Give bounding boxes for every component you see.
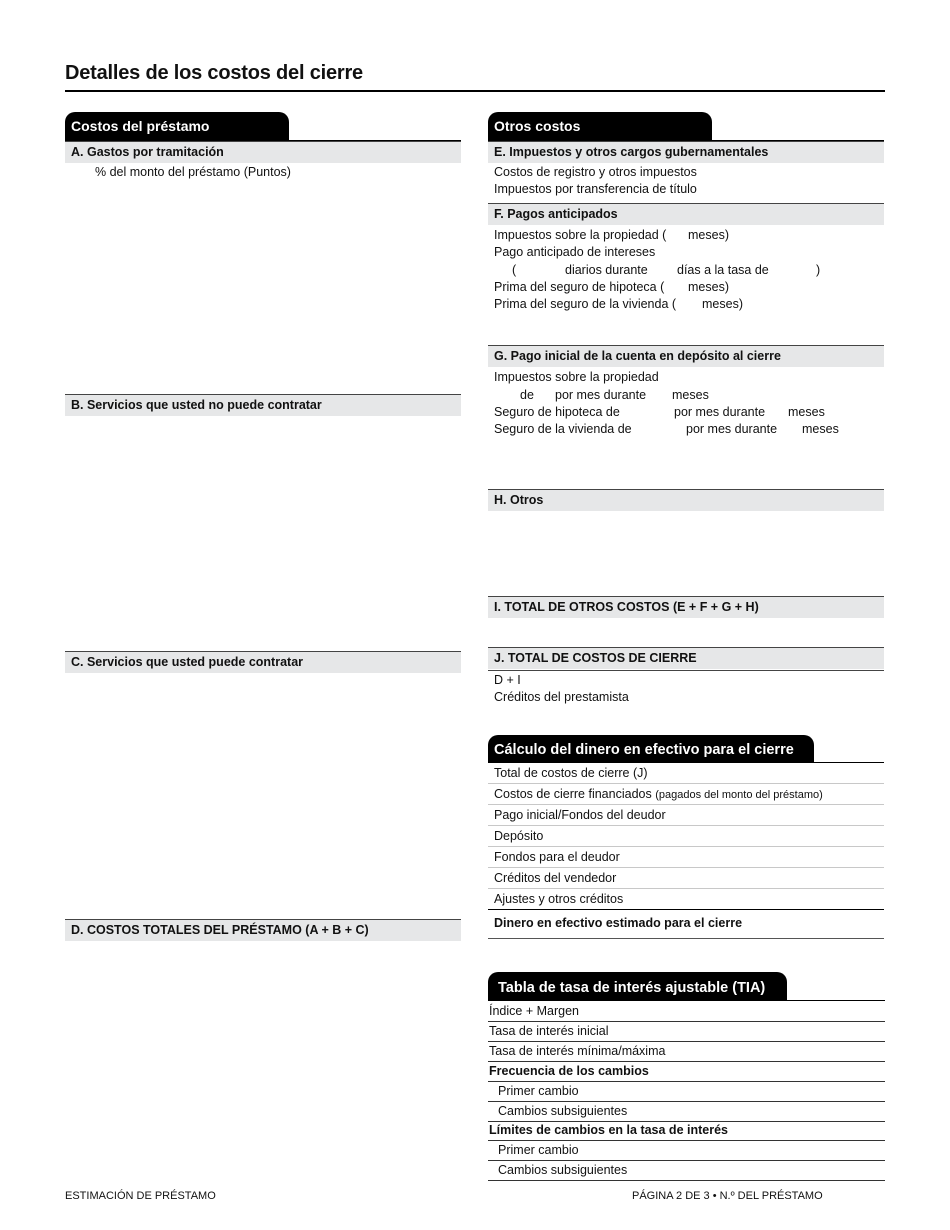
arm-row: Frecuencia de los cambios [488, 1062, 885, 1082]
escrow-homeowners-per-month: por mes durante [686, 422, 778, 436]
escrow-property-tax-per-month: por mes durante [555, 388, 647, 402]
homeowners-insurance-months: meses) [702, 297, 743, 311]
section-a-header: A. Gastos por tramitación [65, 141, 461, 163]
section-j-rule [488, 670, 884, 671]
prepaid-interest-daily: diarios durante [565, 263, 648, 277]
section-c-header: C. Servicios que usted puede contratar [65, 651, 461, 673]
cash-row: Depósito [488, 826, 884, 847]
escrow-homeowners-months: meses [802, 422, 839, 436]
arm-table-tab: Tabla de tasa de interés ajustable (TIA) [488, 972, 787, 1000]
cash-row: Total de costos de cierre (J) [488, 763, 884, 784]
points-line: % del monto del préstamo (Puntos) [95, 165, 291, 179]
section-j-line: D + I [494, 673, 521, 687]
cash-row: Ajustes y otros créditos [488, 889, 884, 910]
escrow-property-tax: Impuestos sobre la propiedad [494, 370, 659, 384]
property-tax-prepaid: Impuestos sobre la propiedad ( [494, 228, 667, 242]
escrow-homeowners-insurance: Seguro de la vivienda de [494, 422, 632, 436]
escrow-mortgage-months: meses [788, 405, 825, 419]
prepaid-interest-days: días a la tasa de [677, 263, 769, 277]
prepaid-interest-close: ) [816, 263, 821, 277]
cash-total-row: Dinero en efectivo estimado para el cierre [488, 911, 884, 939]
cash-to-close-tab: Cálculo del dinero en efectivo para el cierre [488, 735, 814, 763]
section-d-header: D. COSTOS TOTALES DEL PRÉSTAMO (A + B + C) [65, 919, 461, 941]
section-h-header: H. Otros [488, 489, 884, 511]
arm-row: Cambios subsiguientes [488, 1102, 885, 1122]
cash-row-note: (pagados del monto del préstamo) [655, 789, 823, 801]
loan-costs-tab: Costos del préstamo [65, 112, 289, 140]
mortgage-insurance-months: meses) [688, 280, 729, 294]
arm-row: Primer cambio [488, 1082, 885, 1102]
homeowners-insurance-premium: Prima del seguro de la vivienda ( [494, 297, 677, 311]
escrow-property-tax-de: de [520, 388, 534, 402]
cash-row: Pago inicial/Fondos del deudor [488, 805, 884, 826]
section-b-header: B. Servicios que usted no puede contratar [65, 394, 461, 416]
prepaid-interest-open: ( [512, 263, 517, 277]
escrow-mortgage-per-month: por mes durante [674, 405, 766, 419]
section-j-header: J. TOTAL DE COSTOS DE CIERRE [488, 647, 884, 669]
cash-row-label: Costos de cierre financiados [494, 787, 652, 801]
section-e-line: Impuestos por transferencia de título [494, 182, 697, 196]
other-costs-tab: Otros costos [488, 112, 712, 140]
arm-row: Índice + Margen [488, 1002, 885, 1022]
escrow-mortgage-insurance: Seguro de hipoteca de [494, 405, 620, 419]
section-e-line: Costos de registro y otros impuestos [494, 165, 697, 179]
escrow-property-tax-months: meses [672, 388, 709, 402]
arm-row: Cambios subsiguientes [488, 1161, 885, 1181]
arm-row: Tasa de interés inicial [488, 1022, 885, 1042]
page-title: Detalles de los costos del cierre [65, 62, 363, 84]
arm-row: Primer cambio [488, 1141, 885, 1161]
footer-left: ESTIMACIÓN DE PRÉSTAMO [65, 1190, 216, 1202]
arm-row: Límites de cambios en la tasa de interés [488, 1121, 885, 1141]
prepaid-interest: Pago anticipado de intereses [494, 245, 656, 259]
cash-row [488, 784, 884, 805]
cash-row: Créditos del vendedor [488, 868, 884, 889]
mortgage-insurance-premium: Prima del seguro de hipoteca ( [494, 280, 665, 294]
footer-right: PÁGINA 2 DE 3 • N.º DEL PRÉSTAMO [632, 1190, 823, 1202]
cash-row: Fondos para el deudor [488, 847, 884, 868]
property-tax-months: meses) [688, 228, 729, 242]
arm-row: Tasa de interés mínima/máxima [488, 1042, 885, 1062]
section-i-header: I. TOTAL DE OTROS COSTOS (E + F + G + H) [488, 596, 884, 618]
section-e-header: E. Impuestos y otros cargos gubernamentales [488, 141, 884, 163]
section-f-header: F. Pagos anticipados [488, 203, 884, 225]
section-g-header: G. Pago inicial de la cuenta en depósito al cierre [488, 345, 884, 367]
section-j-line: Créditos del prestamista [494, 690, 629, 704]
title-divider [65, 90, 885, 92]
arm-table-rule [488, 1000, 885, 1001]
